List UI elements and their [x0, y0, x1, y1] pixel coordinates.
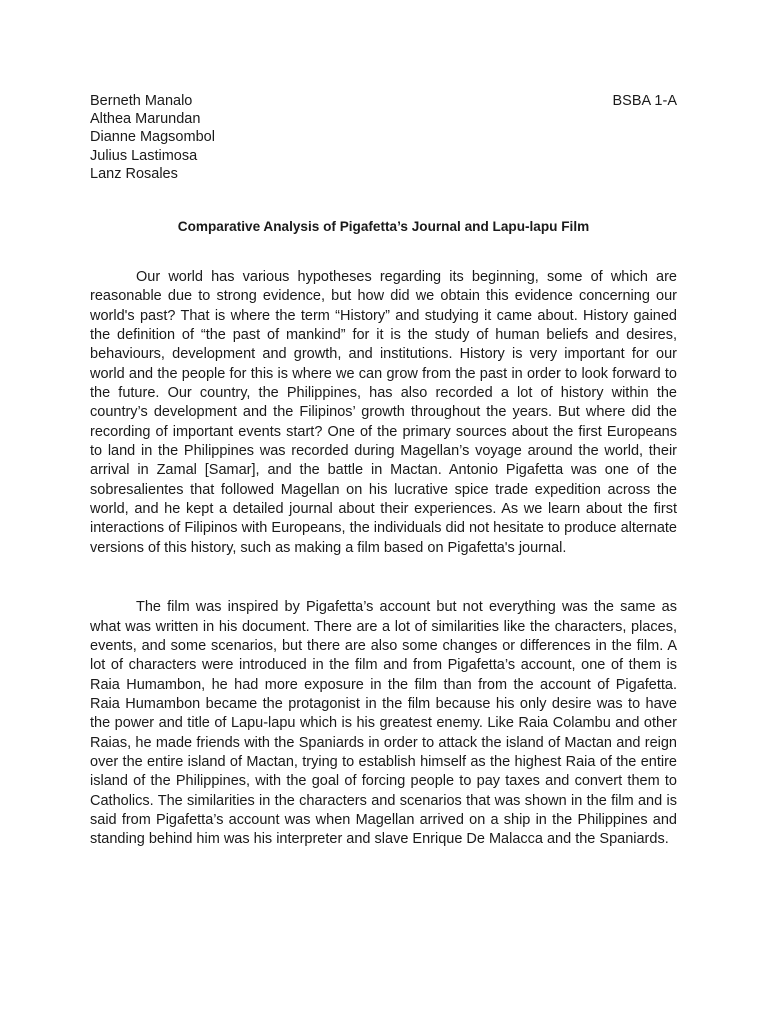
author-list: [90, 92, 677, 183]
body-paragraph: The film was inspired by Pigafetta’s account but not everything was the same as what was written in his document. There are a lot of similarities like the characters, places, events, and some scenarios, but there are also some changes or differences in the film. A lot of characters were introduced in the film and from Pigafetta’s account, one of them is Raia Humambon, he had more exposure in the film than from the account of Pigafetta. Raia Humambon became the protagonist in the film because his only desire was to have the power and title of Lapu-lapu which is his greatest enemy. Like Raia Colambu and other Raias, he made friends with the Spaniards in order to attack the island of Mactan and reign over the entire island of Mactan, trying to establish himself as the highest Raia of the entire island of the Philippines, with the goal of forcing people to pay taxes and convert them to Catholics. The similarities in the characters and scenarios that was shown in the film and is said from Pigafetta’s account was when Magellan arrived on a ship in the Philippines and standing behind him was his interpreter and slave Enrique De Malacca and the Spaniards.: [90, 599, 677, 848]
document-header: [90, 92, 677, 183]
author-name: Althea Marundan: [90, 111, 201, 128]
author-name: Dianne Magsombol: [90, 129, 215, 146]
document-page: [90, 92, 677, 850]
author-name: Lanz Rosales: [90, 165, 178, 182]
author-name: Julius Lastimosa: [90, 147, 198, 164]
author-name: Berneth Manalo: [90, 93, 193, 109]
body-paragraph: Our world has various hypotheses regarding its beginning, some of which are reasonable due to strong evidence, but how did we obtain this evidence concerning our world's past? That is where the term “History” and studying it came about. History gained the definition of “the past of mankind” for it is the study of human beliefs and desires, behaviours, development and growth, and institutions. History is very important for our world and the people for this is where we can grow from the past in order to look forward to the future. Our country, the Philippines, has also recorded a lot of history within the country’s development and the Filipinos’ growth throughout the years. But where did the recording of important events start? One of the primary sources about the first Europeans to land in the Philippines was recorded during Magellan’s voyage around the world, their arrival in Zamal [Samar], and the battle in Mactan. Antonio Pigafetta was one of the sobresalientes that followed Magellan on his lucrative spice trade expedition across the world, and he kept a detailed journal about their experiences. As we learn about the first interactions of Filipinos with Europeans, the individuals did not hesitate to produce alternate versions of this history, such as making a film based on Pigafetta's journal.: [90, 269, 677, 556]
document-title: Comparative Analysis of Pigafetta’s Journal and Lapu-lapu Film: [177, 219, 590, 235]
section-code: BSBA 1-A: [612, 93, 677, 109]
